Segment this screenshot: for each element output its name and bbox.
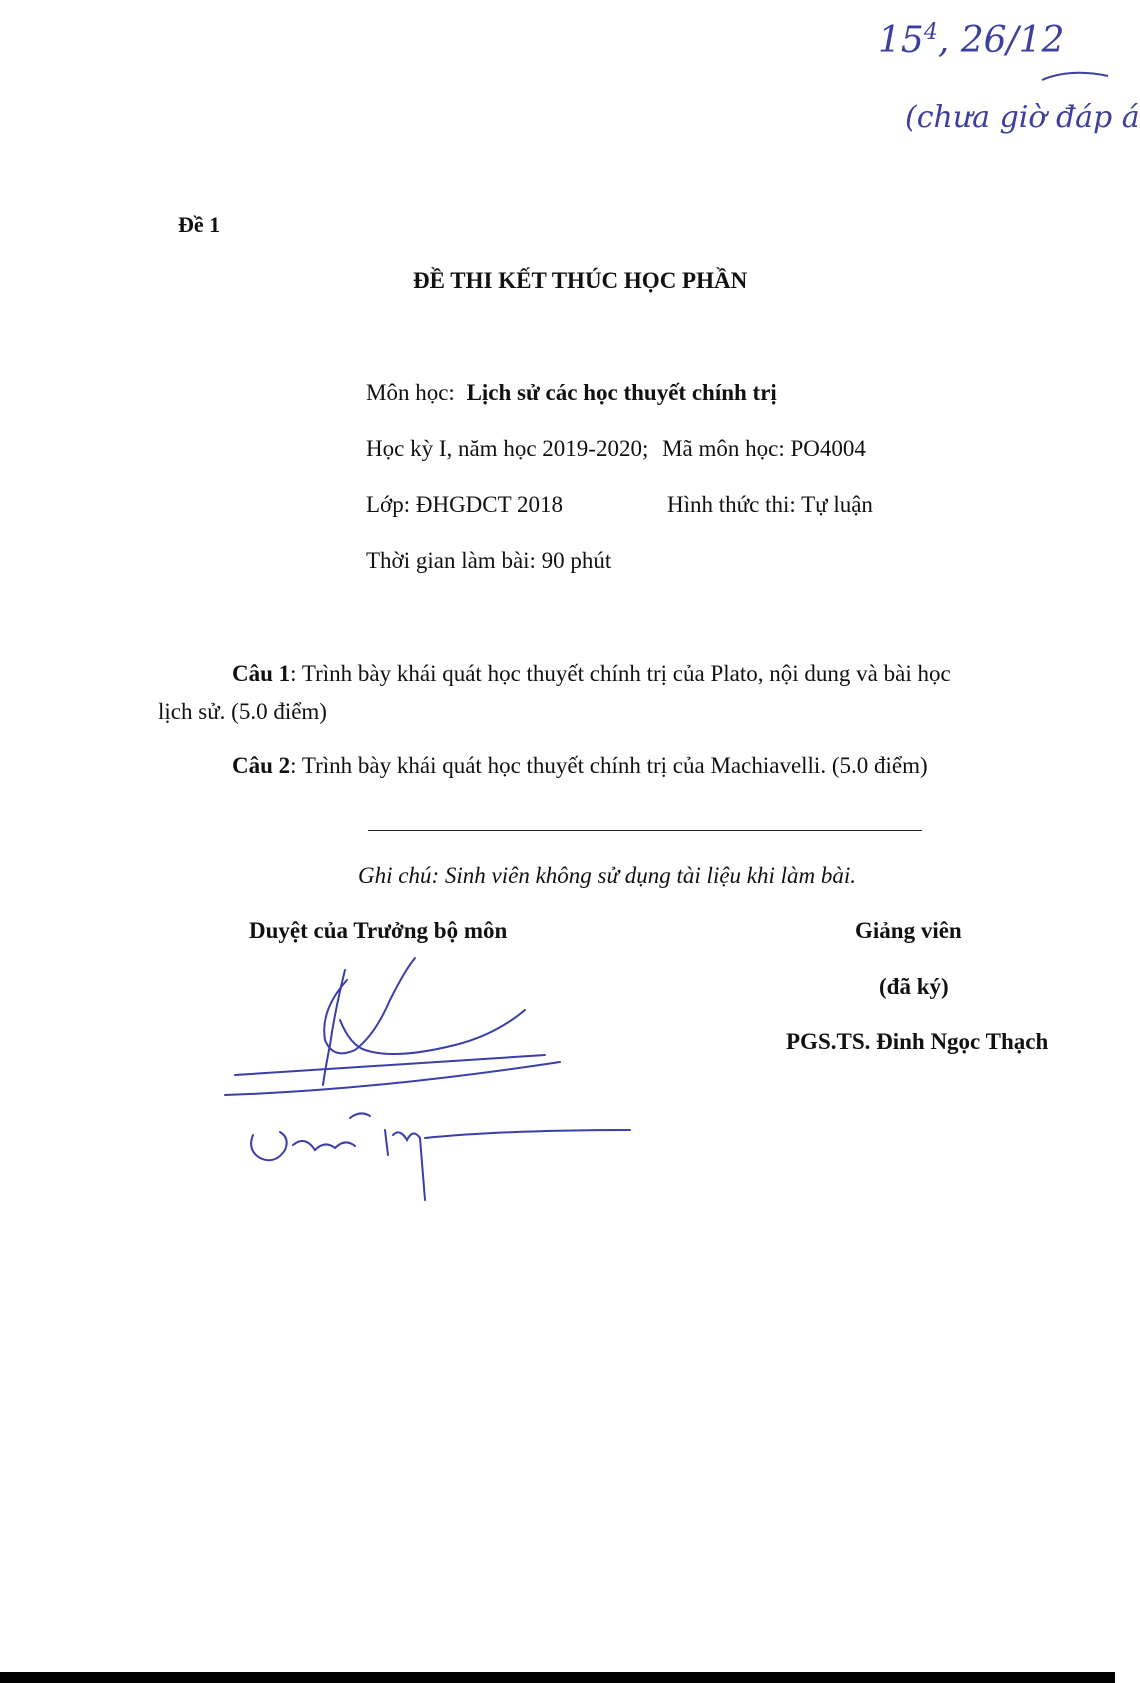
subject-value: Lịch sử các học thuyết chính trị [466, 380, 777, 405]
exam-form: Hình thức thi: Tự luận [667, 492, 873, 517]
scan-bottom-border [0, 1672, 1115, 1683]
handwritten-underline [1040, 58, 1110, 88]
class-line [366, 492, 563, 518]
question-1-label: Câu 1 [232, 661, 291, 686]
question-2 [232, 753, 928, 779]
note: Ghi chú: Sinh viên không sử dụng tài liệu khi làm bài. [358, 863, 857, 888]
duration: Thời gian làm bài: 90 phút [366, 548, 612, 573]
question-1 [232, 661, 951, 687]
approval-right-signed: (đã ký) [879, 974, 949, 999]
subject-label: Môn học: [366, 380, 455, 405]
approval-right-title: Giảng viên [855, 918, 962, 943]
class: Lớp: ĐHGDCT 2018 [366, 492, 564, 517]
approval-left-title: Duyệt của Trưởng bộ môn [249, 918, 508, 943]
approval-right-name: PGS.TS. Đinh Ngọc Thạch [786, 1029, 1049, 1054]
question-2-text: : Trình bày khái quát học thuyết chính trị của Machiavelli. (5.0 điểm) [290, 753, 928, 778]
handwritten-note [878, 20, 1064, 61]
handwritten-note-sup: 4 [923, 20, 938, 45]
handwritten-note-number: 15 [878, 20, 924, 61]
semester-line [366, 436, 866, 462]
divider [368, 830, 922, 831]
semester: Học kỳ I, năm học 2019-2020; [366, 436, 649, 461]
exam-code: Đề 1 [178, 212, 221, 237]
question-1-continued: lịch sử. (5.0 điểm) [158, 699, 327, 724]
page-title: ĐỀ THI KẾT THÚC HỌC PHẦN [413, 268, 748, 293]
question-2-label: Câu 2 [232, 753, 291, 778]
subject-line [366, 380, 777, 406]
handwritten-note-date: , 26/12 [937, 20, 1065, 61]
question-1-text: : Trình bày khái quát học thuyết chính trị của Plato, nội dung và bài học [290, 661, 951, 686]
signature-image [225, 950, 645, 1210]
handwritten-note-line2: (chưa giờ đáp á [905, 100, 1140, 135]
course-code: Mã môn học: PO4004 [662, 436, 866, 461]
